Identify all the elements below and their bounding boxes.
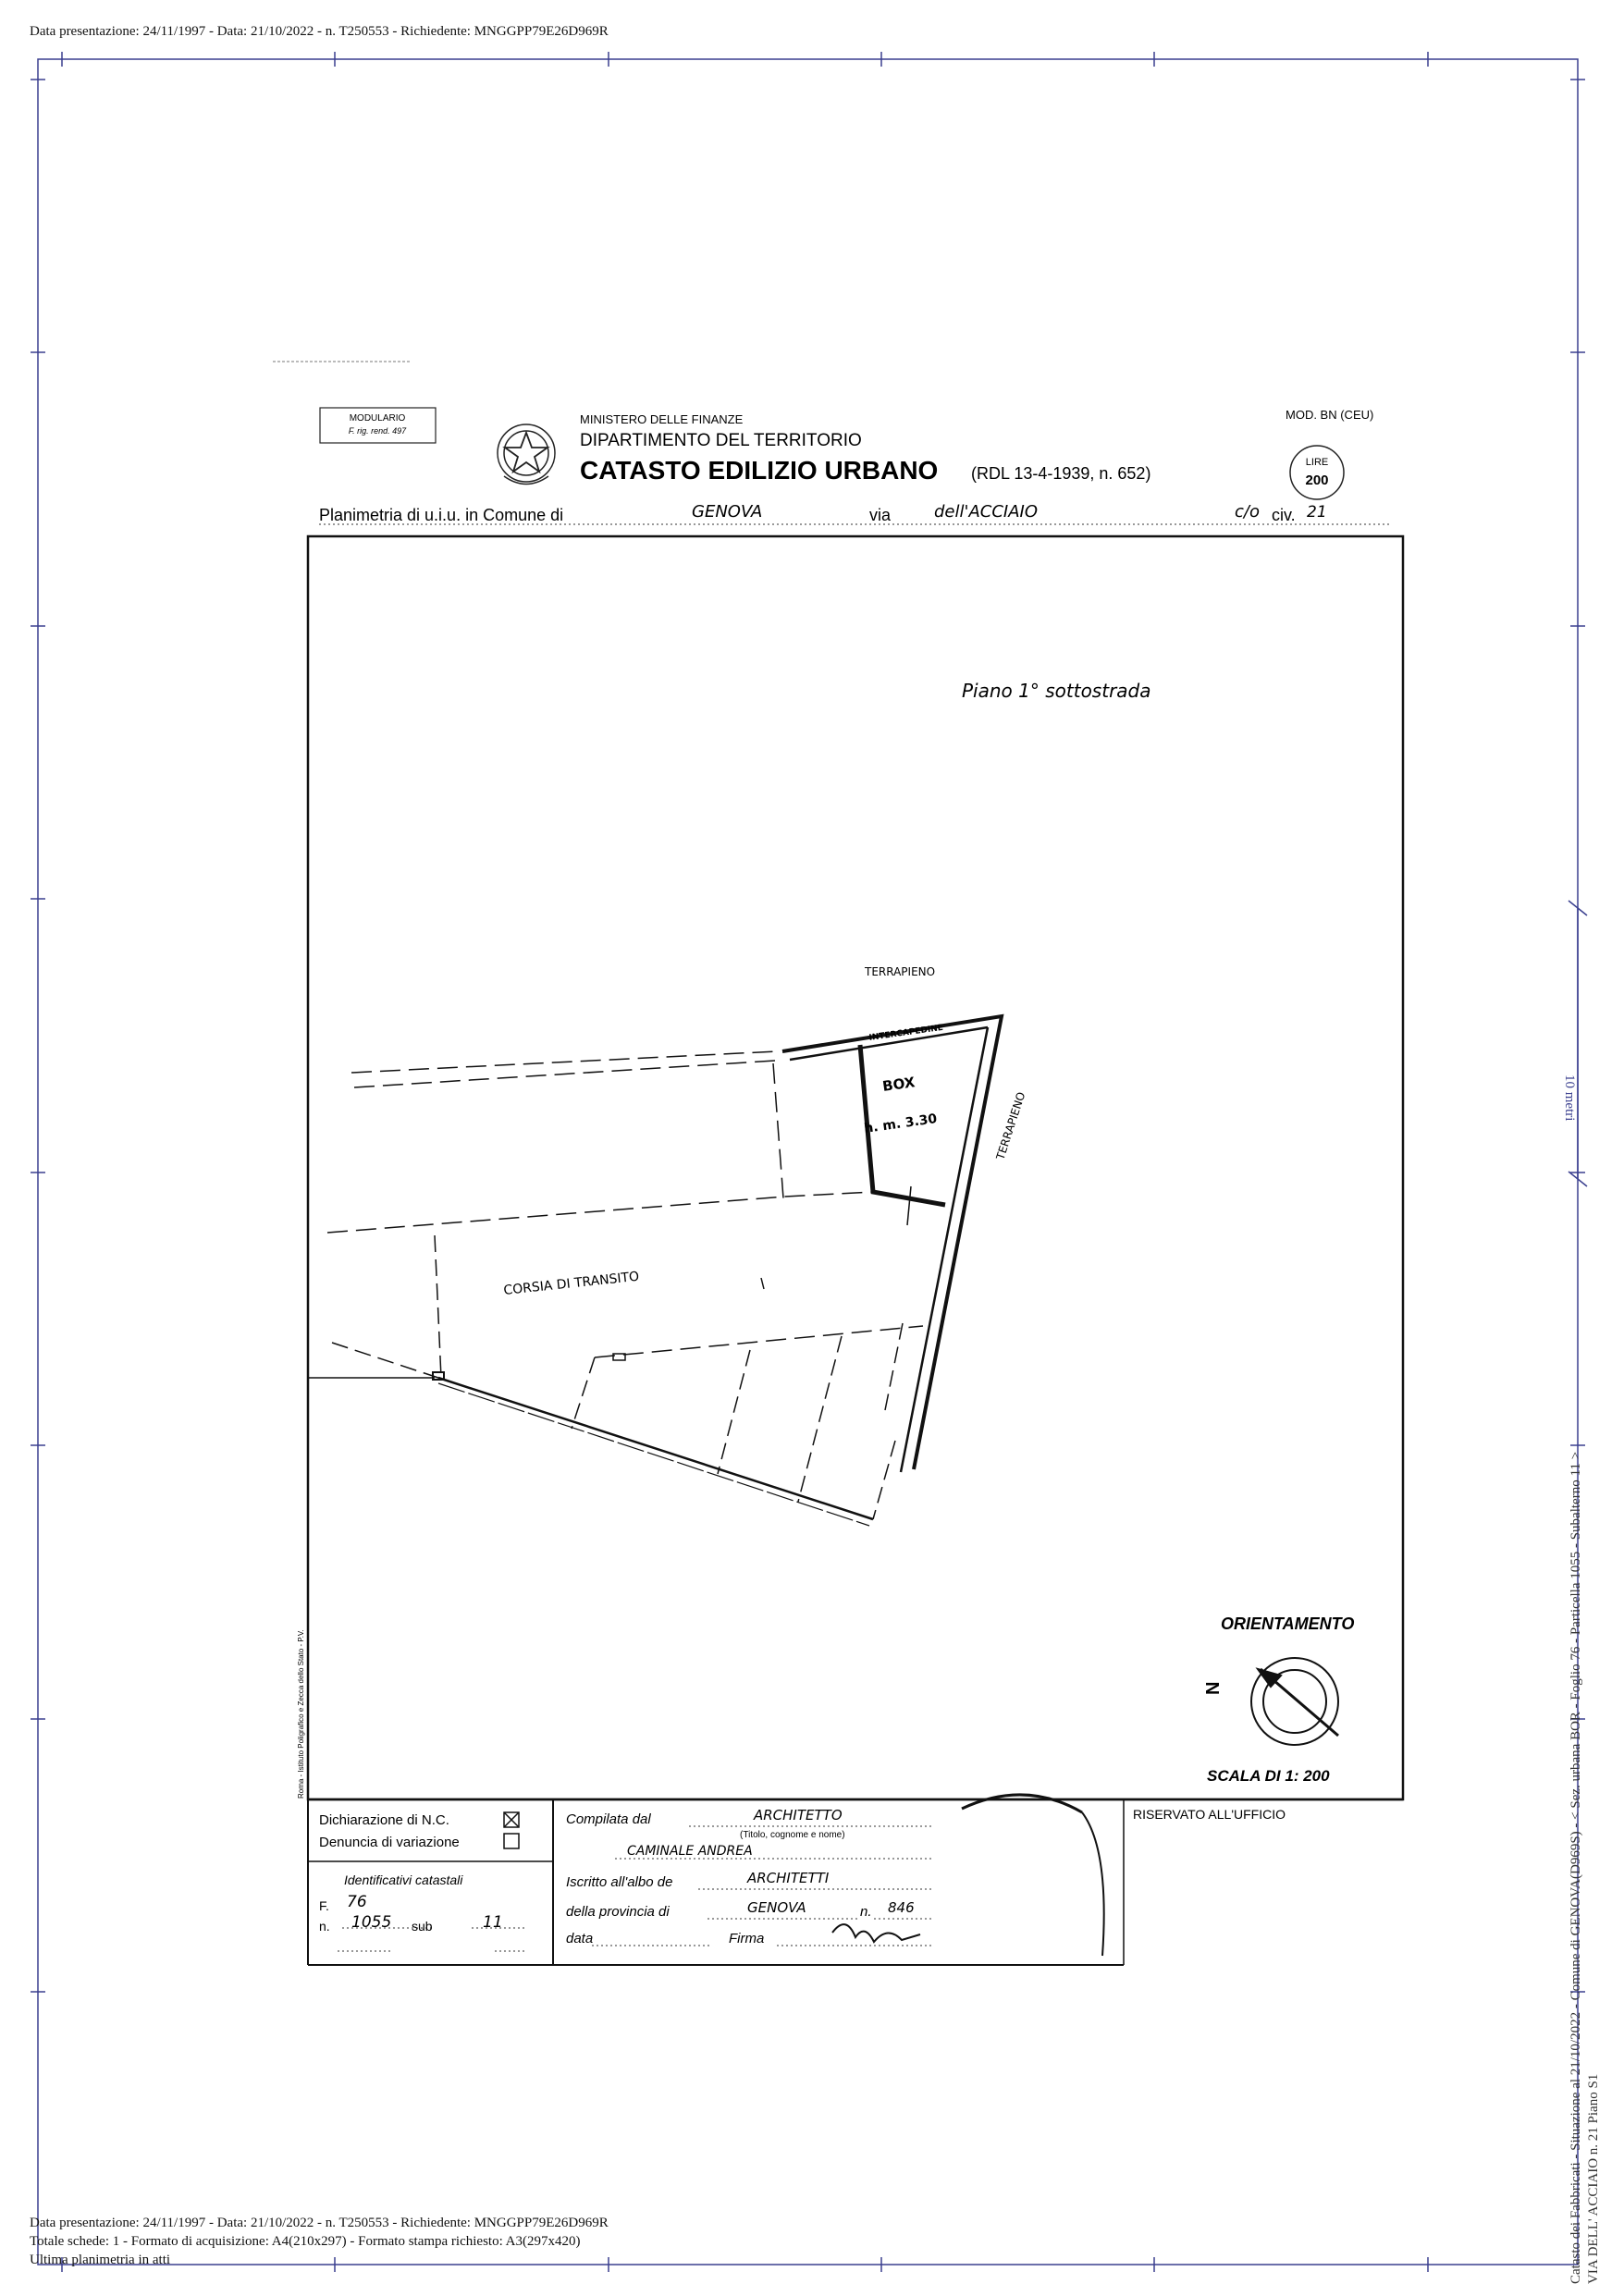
orientamento-label: ORIENTAMENTO: [1221, 1615, 1355, 1633]
planimetria-comune: GENOVA: [692, 502, 763, 522]
corsia-label: CORSIA DI TRANSITO: [502, 1269, 640, 1298]
numero-value: 846: [888, 1899, 915, 1916]
box-height: h. m. 3.30: [863, 1111, 939, 1136]
foglio-value: 76: [347, 1893, 367, 1911]
compilata-label: Compilata dal: [566, 1811, 651, 1827]
plan-floor: Piano 1° sottostrada: [962, 680, 1151, 702]
albo-value: ARCHITETTI: [747, 1870, 830, 1886]
planimetria-via-label: via: [869, 506, 892, 524]
frame-ticks: [31, 52, 1585, 2272]
planimetria-label: Planimetria di u.i.u. in Comune di: [319, 506, 564, 524]
particella-label: n.: [319, 1919, 330, 1934]
catasto-title: CATASTO EDILIZIO URBANO: [580, 456, 939, 485]
footer-meta-line-1: Data presentazione: 24/11/1997 - Data: 21/10/2022 - n. T250553 - Richiedente: MNGGPP79E26D969R: [30, 2216, 609, 2230]
subalterno-value: 11: [483, 1913, 503, 1932]
department-name: DIPARTIMENTO DEL TERRITORIO: [580, 431, 862, 450]
compilatore-nome: CAMINALE ANDREA: [627, 1844, 753, 1859]
foglio-label: F.: [319, 1898, 329, 1913]
iscritto-label: Iscritto all'albo de: [566, 1874, 673, 1890]
planimetria-civ-label: civ.: [1272, 506, 1296, 524]
planimetria-civ: 21: [1307, 503, 1327, 522]
intercapedine-label: INTERCAPEDINE: [868, 1023, 944, 1043]
numero-label: n.: [860, 1904, 872, 1920]
identificativi-label: Identificativi catastali: [344, 1872, 463, 1887]
denuncia-label: Denuncia di variazione: [319, 1835, 460, 1850]
ministry-name: MINISTERO DELLE FINANZE: [580, 412, 744, 426]
terrapieno-top-label: TERRAPIENO: [865, 965, 936, 978]
box-label: BOX: [881, 1074, 917, 1095]
modulario-label: MODULARIO: [349, 413, 406, 424]
provincia-value: GENOVA: [747, 1899, 806, 1916]
north-label: N: [1203, 1681, 1224, 1695]
provincia-label: della provincia di: [566, 1904, 670, 1920]
terrapieno-side-label: TERRAPIENO: [993, 1090, 1028, 1161]
signature-mark: [832, 1924, 920, 1942]
footer-meta-line-2: Totale schede: 1 - Formato di acquisizione: A4(210x297) - Formato stampa richiesto: A3(297x420): [30, 2234, 581, 2249]
planimetria-via: dell'ACCIAIO: [934, 502, 1038, 522]
compilata-value: ARCHITETTO: [754, 1807, 843, 1823]
titolo-note: (Titolo, cognome e nome): [740, 1830, 845, 1840]
data-label: data: [566, 1931, 594, 1946]
side-metadata-line-1: Catasto dei Fabbricati - Situazione al 21/10/2022 - Comune di GENOVA(D969S) - < Sez. urbana BOR - Foglio 76 - Particella 1055 - Subalterno 11 >: [1569, 1451, 1583, 2284]
dichiarazione-label: Dichiarazione di N.C.: [319, 1812, 449, 1828]
scale-bar: [1569, 901, 1587, 1186]
stamp-lire: LIRE: [1305, 457, 1329, 468]
republic-emblem-icon: [498, 424, 555, 485]
particella-value: 1055: [351, 1913, 392, 1932]
sub-label: sub: [412, 1919, 433, 1934]
planimetria-co: c/o: [1235, 502, 1260, 522]
firma-label: Firma: [729, 1931, 765, 1946]
side-metadata-line-2: VIA DELL' ACCIAIO n. 21 Piano S1: [1586, 2073, 1601, 2284]
printer-note: Roma - Istituto Poligrafico e Zecca dello Stato - P.V.: [297, 1629, 305, 1799]
compass-icon: [1251, 1658, 1338, 1745]
stamp-value: 200: [1305, 473, 1329, 488]
scala-label: SCALA DI 1: 200: [1207, 1767, 1330, 1785]
law-reference: (RDL 13-4-1939, n. 652): [971, 464, 1151, 483]
footer-meta-line-3: Ultima planimetria in atti: [30, 2253, 171, 2267]
footer-table: [308, 1799, 1403, 1965]
modulario-code: F. rig. rend. 497: [348, 426, 407, 436]
header-meta-line: Data presentazione: 24/11/1997 - Data: 21/10/2022 - n. T250553 - Richiedente: MNGGPP79E26D969R: [30, 24, 609, 39]
plan-frame: [308, 536, 1403, 1799]
footer-meta: [30, 2214, 609, 2269]
scale-marker-label: 10 metri: [1562, 1074, 1577, 1122]
sheet-frame: [38, 59, 1578, 2265]
side-metadata: [1568, 1452, 1603, 2284]
riservato-label: RISERVATO ALL'UFFICIO: [1133, 1807, 1286, 1822]
mod-code: MOD. BN (CEU): [1286, 408, 1374, 422]
